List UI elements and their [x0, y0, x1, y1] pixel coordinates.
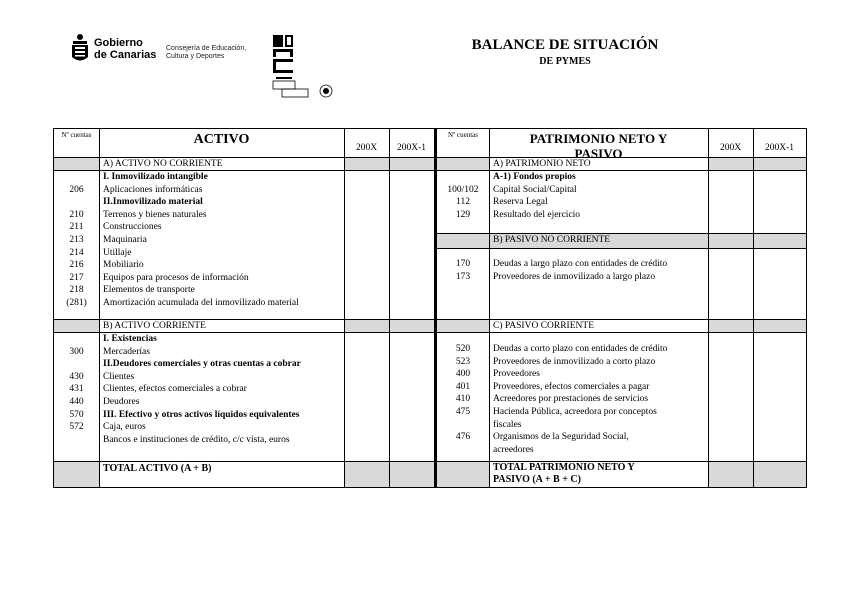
pasivo-c-row-label: Acreedores por prestaciones de servicios	[493, 394, 649, 405]
pasivo-c-row-label: acreedores	[493, 444, 534, 455]
table-hline	[54, 332, 806, 333]
activo-b-row-label: Bancos e instituciones de crédito, c/c vista, euros	[103, 434, 290, 445]
activo-b-row-label: Caja, euros	[103, 422, 146, 433]
activo-b-row-label: Clientes	[103, 371, 135, 382]
shade-pasivo-years-total	[708, 461, 806, 487]
activo-b-row-label: Deudores	[103, 397, 140, 407]
activo-a-row-code: 214	[69, 247, 84, 258]
activo-a-row-code: 211	[69, 222, 84, 233]
pasivo-a-row-code: 129	[455, 209, 471, 220]
pasivo-year-2: 200X-1	[764, 143, 795, 153]
consejeria-text	[166, 45, 246, 61]
pasivo-c-row-label: Deudas a corto plazo con entidades de crédito	[493, 344, 668, 354]
pasivo-c-row-code: 475	[455, 407, 471, 417]
pasivo-total-line-2: PASIVO (A + B + C)	[493, 474, 581, 485]
pasivo-section-b: B) PASIVO NO CORRIENTE	[493, 235, 611, 245]
dgfp-logo-icon	[272, 33, 336, 99]
pasivo-a-row-label: Resultado del ejercicio	[493, 209, 581, 220]
shade-pasivo-years-a	[708, 157, 806, 170]
activo-a-row-label: Construcciones	[103, 222, 162, 233]
activo-a-row-code: 206	[69, 184, 84, 195]
page-subtitle: DE PYMES	[539, 56, 591, 67]
activo-year-1: 200X	[355, 143, 378, 153]
activo-a-row-label: Mobiliario	[103, 260, 144, 271]
pasivo-a-row-code: 100/102	[447, 184, 479, 195]
activo-b-row-label: Clientes, efectos comerciales a cobrar	[103, 384, 247, 395]
activo-b-row-code: 570	[69, 409, 84, 420]
consejeria-line-2: Cultura y Deportes	[166, 53, 225, 60]
pasivo-a-row-label: Capital Social/Capital	[493, 184, 577, 195]
pasivo-total-line-1: TOTAL PATRIMONIO NETO Y	[493, 462, 635, 473]
pasivo-c-row-code: 523	[455, 356, 471, 367]
activo-total: TOTAL ACTIVO (A + B)	[103, 463, 212, 474]
pasivo-b-row-label: Proveedores de inmovilizado a largo plazo	[493, 271, 656, 282]
consejeria-line-1: Consejería de Educación,	[166, 45, 247, 52]
pasivo-a-row-label: Reserva Legal	[493, 197, 548, 208]
table-hline	[437, 248, 806, 249]
table-hline	[54, 461, 806, 462]
gobierno-line-1: Gobierno	[94, 37, 143, 49]
pasivo-c-row-label: Proveedores, efectos comerciales a pagar	[493, 381, 650, 392]
activo-a-row-label: Maquinaria	[103, 235, 147, 245]
shade-pasivo-code-total	[437, 461, 489, 487]
activo-a-row-label: Equipos para procesos de información	[103, 272, 249, 283]
activo-b-row-code: 431	[69, 384, 84, 395]
pasivo-c-row-label: Hacienda Pública, acreedora por conceptos	[493, 407, 657, 417]
shade-pasivo-years-c	[708, 319, 806, 332]
activo-a-row-label: Utillaje	[103, 247, 132, 258]
pasivo-c-row-label: Proveedores	[493, 369, 540, 380]
activo-a-row-label: Amortización acumulada del inmovilizado material	[103, 298, 299, 308]
pasivo-c-row-code: 401	[455, 381, 471, 392]
activo-title: ACTIVO	[193, 132, 250, 147]
pasivo-c-row-code: 520	[455, 344, 471, 354]
coat-of-arms-icon	[70, 33, 90, 65]
pasivo-c-row-code: 400	[455, 369, 471, 380]
activo-a-row-label: I. Inmovilizado intangible	[103, 172, 208, 182]
pasivo-section-c: C) PASIVO CORRIENTE	[493, 320, 594, 331]
balance-table	[53, 128, 807, 488]
activo-a-row-label: Aplicaciones informáticas	[103, 184, 203, 195]
table-vline	[389, 129, 390, 487]
pasivo-c-row-code: 476	[455, 432, 471, 443]
activo-a-row-code: 210	[69, 209, 84, 220]
gobierno-line-2: de Canarias	[94, 49, 157, 61]
table-vline	[753, 129, 754, 487]
gobierno-canarias-logo	[70, 33, 156, 65]
activo-a-row-code: (281)	[66, 298, 87, 308]
activo-section-b: B) ACTIVO CORRIENTE	[103, 320, 206, 331]
activo-a-row-label: II.Inmovilizado material	[103, 197, 203, 208]
document-title-block	[455, 37, 675, 67]
pasivo-b-row-code: 170	[455, 259, 471, 269]
activo-section-a: A) ACTIVO NO CORRIENTE	[103, 158, 223, 169]
activo-a-row-code: 217	[69, 272, 84, 283]
table-vline	[708, 129, 709, 487]
pasivo-section-a: A) PATRIMONIO NETO	[493, 158, 591, 169]
activo-a-row-code: 213	[69, 235, 84, 245]
pasivo-b-row-code: 173	[455, 271, 471, 282]
table-vline	[489, 129, 490, 487]
shade-activo-total	[54, 461, 99, 487]
pasivo-c-row-label: fiscales	[493, 419, 522, 430]
activo-a-row-label: Terrenos y bienes naturales	[103, 209, 207, 220]
activo-b-row-code: 440	[69, 397, 84, 407]
pasivo-c-row-label: Organismos de la Seguridad Social,	[493, 432, 629, 443]
table-vline	[344, 129, 345, 487]
table-vline	[99, 129, 100, 487]
shade-pasivo-code-a	[437, 157, 489, 170]
pasivo-c-row-code: 410	[455, 394, 471, 405]
shade-pasivo-code-c	[437, 319, 489, 332]
activo-b-row-code: 430	[69, 371, 84, 382]
pasivo-year-1: 200X	[719, 143, 742, 153]
shade-activo-sec-b	[54, 319, 99, 332]
gobierno-text	[94, 37, 156, 61]
activo-b-row-code: 572	[69, 422, 84, 433]
activo-a-row-code: 216	[69, 260, 84, 271]
shade-activo-sec-a	[54, 157, 99, 170]
activo-a-row-code: 218	[69, 285, 84, 296]
activo-b-row-label: Mercaderías	[103, 346, 150, 357]
activo-year-2: 200X-1	[396, 143, 427, 153]
pasivo-c-row-label: Proveedores de inmovilizado a corto plazo	[493, 356, 656, 367]
page-title: BALANCE DE SITUACIÓN	[471, 37, 659, 53]
activo-a-row-label: Elementos de transporte	[103, 285, 195, 296]
activo-b-row-label: III. Efectivo y otros activos líquidos equivalentes	[103, 409, 300, 420]
pasivo-a-row-label: A-1) Fondos propios	[493, 172, 576, 182]
activo-b-row-label: II.Deudores comerciales y otras cuentas a cobrar	[103, 359, 301, 370]
pasivo-cuentas-header: Nº cuentas	[448, 131, 478, 139]
activo-cuentas-header: Nº cuentas	[61, 131, 92, 139]
pasivo-title: PATRIMONIO NETO Y PASIVO	[529, 131, 668, 161]
activo-b-row-label: I. Existencias	[103, 334, 157, 344]
activo-b-row-code: 300	[69, 346, 84, 357]
pasivo-b-row-label: Deudas a largo plazo con entidades de crédito	[493, 259, 668, 269]
pasivo-a-row-code: 112	[456, 197, 470, 208]
